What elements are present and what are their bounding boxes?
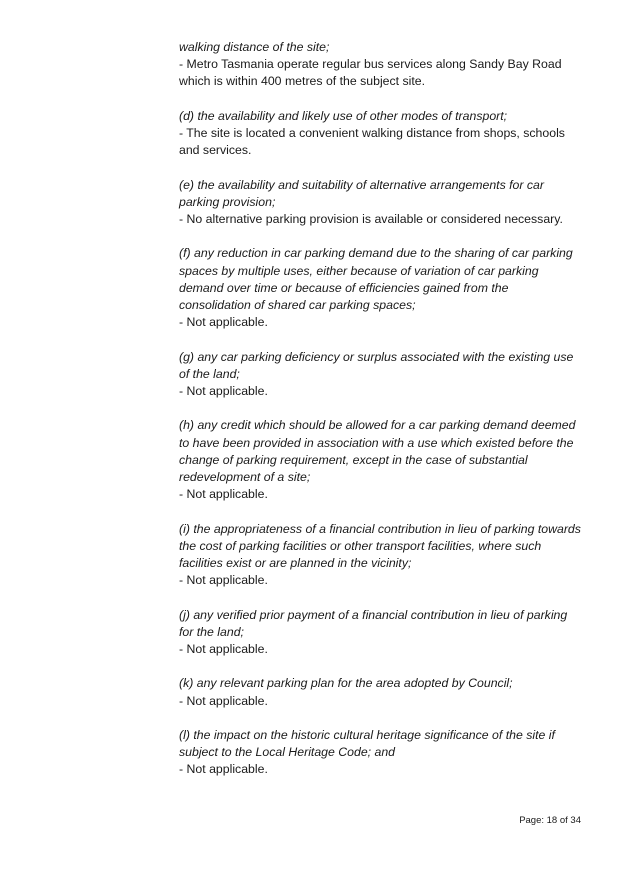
- response-text: - The site is located a convenient walking distance from shops, schools and services.: [179, 126, 565, 158]
- response-text: - Not applicable.: [179, 693, 268, 708]
- response-text: - Not applicable.: [179, 762, 268, 777]
- criterion-text: (g) any car parking deficiency or surplus associated with the existing use of the land;: [179, 349, 574, 381]
- response-text: - Not applicable.: [179, 384, 268, 398]
- intro-block: [179, 39, 583, 91]
- response-text: - Not applicable.: [179, 573, 268, 588]
- criterion-block-h: [179, 417, 583, 503]
- response-text: - Not applicable.: [179, 315, 268, 330]
- page-number: Page: 18 of 34: [519, 815, 581, 826]
- criterion-text: (d) the availability and likely use of other modes of transport;: [179, 108, 508, 123]
- response-text: - Not applicable.: [179, 487, 268, 502]
- criterion-text: (e) the availability and suitability of alternative arrangements for car parking provision;: [179, 177, 544, 209]
- criterion-block-g: [179, 349, 583, 401]
- page-content: [179, 39, 583, 796]
- criterion-block-l: [179, 727, 583, 779]
- response-text: - Not applicable.: [179, 642, 268, 656]
- criterion-text: walking distance of the site;: [179, 40, 330, 54]
- response-text: - Metro Tasmania operate regular bus services along Sandy Bay Road which is within 400 metres of the subject site.: [179, 57, 562, 89]
- response-text: - No alternative parking provision is available or considered necessary.: [179, 212, 563, 226]
- criterion-text: (f) any reduction in car parking demand due to the sharing of car parking spaces by multiple uses, either because of variation of car parking demand over time or because of efficiencies gained from the consolidation of shared car parking spaces;: [179, 246, 573, 312]
- criterion-text: (i) the appropriateness of a financial contribution in lieu of parking towards the cost of parking facilities or other transport facilities, where such facilities exist or are planned in the vicinity;: [179, 521, 581, 570]
- criterion-block-k: [179, 675, 583, 709]
- criterion-text: (k) any relevant parking plan for the area adopted by Council;: [179, 676, 513, 691]
- criterion-text: (l) the impact on the historic cultural heritage significance of the site if subject to the Local Heritage Code; and: [179, 727, 555, 760]
- criterion-block-i: [179, 521, 583, 590]
- criterion-block-j: [179, 607, 583, 659]
- criterion-block-d: [179, 108, 583, 160]
- criterion-text: (h) any credit which should be allowed for a car parking demand deemed to have been provided in association with a use which existed before the change of parking requirement, except in the case of substantial redevelopment of a site;: [179, 418, 576, 484]
- criterion-block-e: [179, 177, 583, 229]
- criterion-block-f: [179, 245, 583, 331]
- criterion-text: (j) any verified prior payment of a financial contribution in lieu of parking for the land;: [179, 607, 568, 639]
